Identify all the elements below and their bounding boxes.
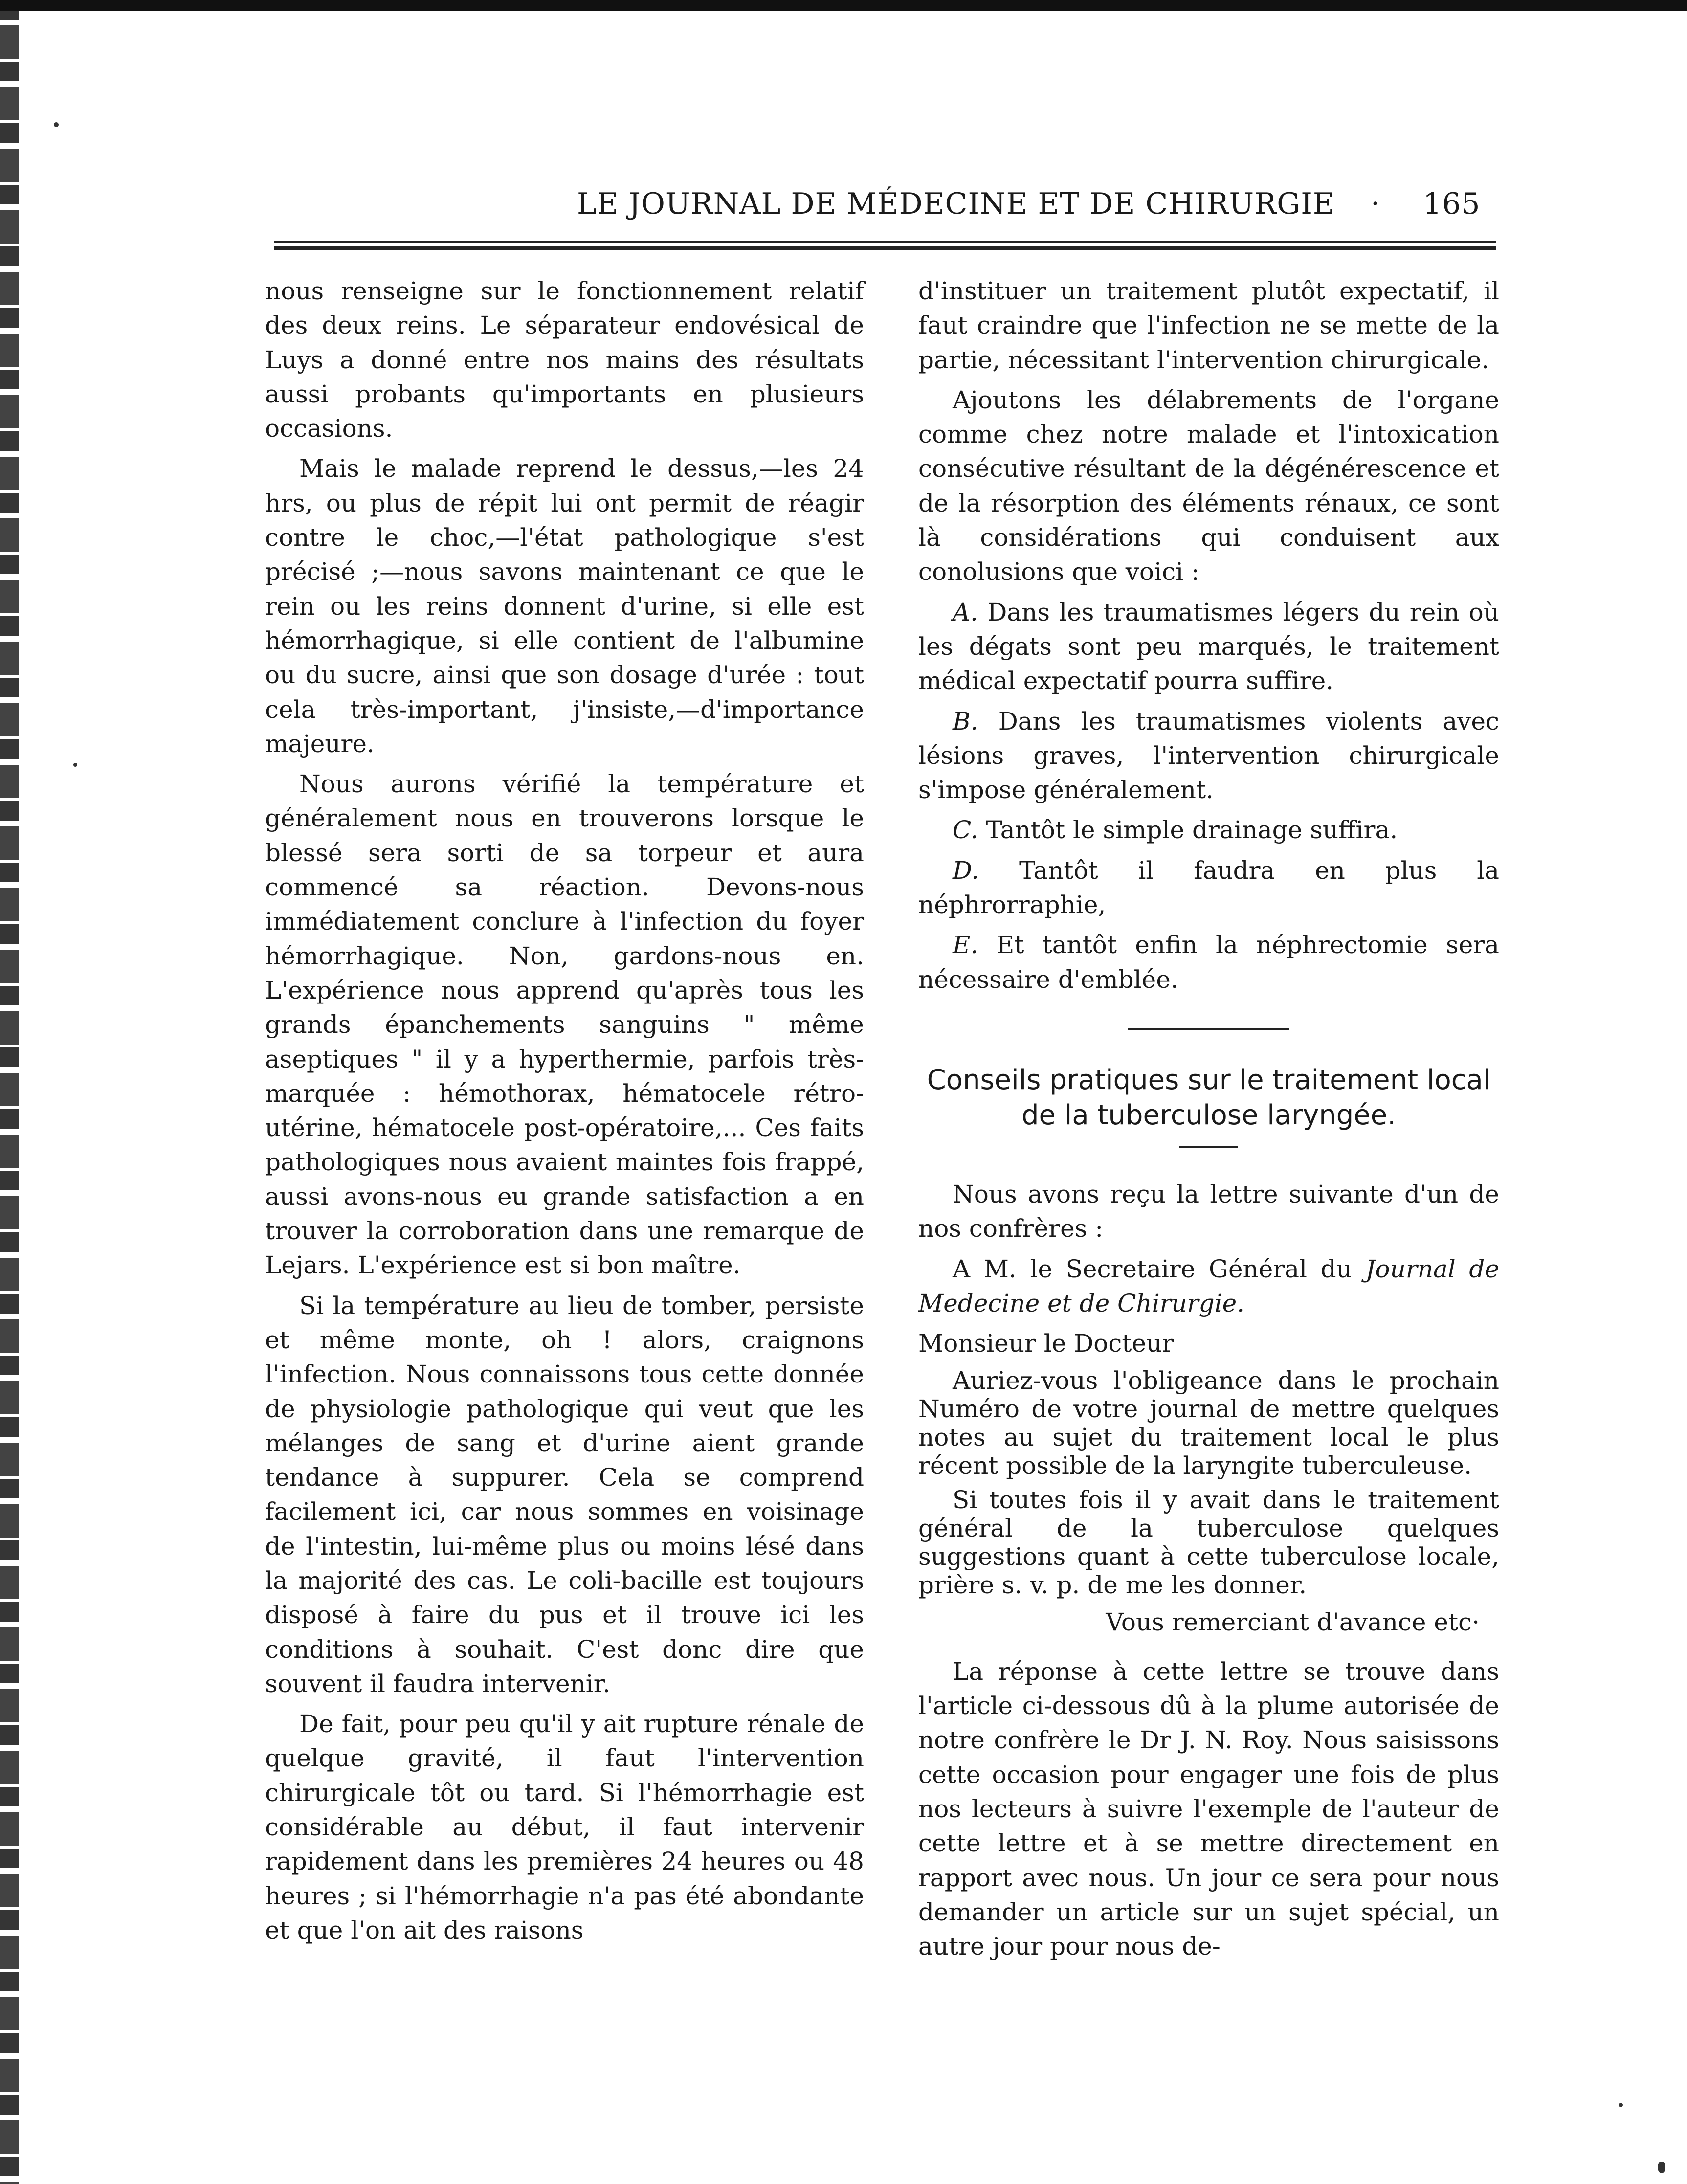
scan-speck — [1619, 2103, 1623, 2107]
item-text: Dans les traumatismes légers du rein où les dégats sont peu marqués, le traitement médical expectatif pourra suffire. — [918, 598, 1499, 695]
journal-title: LE JOURNAL DE MÉDECINE ET DE CHIRURGIE — [577, 187, 1335, 221]
right-column — [918, 274, 1499, 1963]
paragraph: La réponse à cette lettre se trouve dans l'article ci-dessous dû à la plume autorisée de notre confrère le Dr J. N. Roy. Nous saisissons cette occasion pour engager une fois de plus nos lecteurs à suivre l'exemple de l'auteur de cette lettre et à se mettre directement en rapport avec nous. Un jour ce sera pour nous demander un article sur un sujet spécial, un autre jour pour nous de- — [918, 1657, 1499, 1961]
conclusion-item-a — [918, 595, 1499, 698]
header-rule-thick — [274, 246, 1496, 250]
letter-signoff: Vous remerciant d'avance etc· — [1106, 1608, 1480, 1637]
heading-dash — [1179, 1146, 1238, 1148]
paragraph: Nous avons reçu la lettre suivante d'un de nos confrères : — [918, 1180, 1499, 1243]
article-heading — [918, 1063, 1499, 1133]
page-number: 165 — [1423, 187, 1481, 221]
item-text: Tantôt le simple drainage suffira. — [986, 816, 1398, 845]
paragraph: Si la température au lieu de tomber, persiste et même monte, oh ! alors, craignons l'infection. Nous connaissons tous cette donnée de physiologie pathologique qui veut que les mélanges de sang et d'urine aient grande tendance à suppurer. Cela se comprend facilement ici, car nous sommes en voisinage de l'intestin, lui-même plus ou moins lésé dans la majorité des cas. Le coli-bacille est toujours disposé à faire du pus et il trouve ici les conditions à souhait. C'est donc dire que souvent il faudra intervenir. — [265, 1291, 864, 1698]
address-prefix: A M. le Secretaire Général du — [953, 1254, 1352, 1283]
paragraph: nous renseigne sur le fonctionnement relatif des deux reins. Le séparateur endovésical de Luys a donné entre nos mains des résultats aussi probants qu'importants en plusieurs occasions. — [265, 277, 864, 443]
conclusion-item-c — [918, 813, 1499, 847]
letter-paragraph: Auriez-vous l'obligeance dans le prochain Numéro de votre journal de mettre quelques notes au sujet du traitement local le plus récent possible de la laryngite tuberculeuse. — [918, 1366, 1499, 1480]
salutation: Monsieur le Docteur — [918, 1329, 1174, 1358]
section-divider — [1128, 1028, 1289, 1030]
item-letter: B. — [953, 707, 978, 735]
heading-line: Conseils pratiques sur le traitement local — [927, 1064, 1491, 1096]
item-letter: C. — [953, 816, 978, 845]
paragraph: Nous aurons vérifié la température et généralement nous en trouverons lorsque le blessé sera sorti de sa torpeur et aura commencé sa réaction. Devons-nous immédiatement conclure à l'infection du foyer hémorrhagique. Non, gardons-nous en. L'expérience nous apprend qu'après tous les grands épanchements sanguins " même aseptiques " il y a hyperthermie, parfois très-marquée : hémothorax, hématocele rétro-utérine, hématocele post-opératoire,... Ces faits pathologiques nous avaient maintes fois frappé, aussi avons-nous eu grande satisfaction a en trouver la corroboration dans une remarque de Lejars. L'expérience est si bon maître. — [265, 770, 864, 1280]
letter-address — [918, 1252, 1499, 1321]
conclusion-item-b — [918, 704, 1499, 807]
paragraph: Ajoutons les délabrements de l'organe comme chez notre malade et l'intoxication consécutive résultant de la dégénérescence et de la résorption des éléments rénaux, ce sont là considérations qui conduisent aux conolusions que voici : — [918, 385, 1499, 586]
scan-speck — [1658, 2162, 1665, 2173]
heading-line: de la tuberculose laryngée. — [1021, 1099, 1397, 1131]
item-text: Dans les traumatismes violents avec lésions graves, l'intervention chirurgicale s'impose généralement. — [918, 707, 1499, 804]
paragraph: De fait, pour peu qu'il y ait rupture rénale de quelque gravité, il faut l'intervention chirurgicale tôt ou tard. Si l'hémorrhagie est considérable au début, il faut intervenir rapidement dans les premières 24 heures ou 48 heures ; si l'hémorrhagie n'a pas été abondante et que l'on ait des raisons — [265, 1710, 864, 1944]
scan-speck — [54, 122, 59, 127]
header-rule-thin — [274, 241, 1496, 243]
item-text: Tantôt il faudra en plus la néphrorraphie, — [918, 856, 1499, 919]
conclusion-item-e — [918, 928, 1499, 997]
conclusion-item-d — [918, 853, 1499, 922]
left-column — [265, 274, 864, 1947]
journal-name: Journal de Medecine et de Chirurgie. — [918, 1254, 1499, 1317]
paragraph: d'instituer un traitement plutôt expectatif, il faut craindre que l'infection ne se mette de la partie, nécessitant l'intervention chirurgicale. — [918, 277, 1499, 374]
header-dot: · — [1371, 187, 1381, 221]
item-text: Et tantôt enfin la néphrectomie sera nécessaire d'emblée. — [918, 931, 1499, 994]
item-letter: A. — [953, 598, 978, 626]
running-header — [274, 187, 1496, 226]
scan-left-edge — [0, 0, 19, 2184]
scan-top-border — [0, 0, 1687, 11]
item-letter: E. — [953, 931, 978, 959]
letter-paragraph: Si toutes fois il y avait dans le traitement général de la tuberculose quelques suggestions quant à cette tuberculose locale, prière s. v. p. de me les donner. — [918, 1486, 1499, 1600]
item-letter: D. — [953, 856, 979, 885]
scan-speck — [73, 763, 77, 767]
paragraph: Mais le malade reprend le dessus,—les 24 hrs, ou plus de répit lui ont permit de réagir contre le choc,—l'état pathologique s'est précisé ;—nous savons maintenant ce que le rein ou les reins donnent d'urine, si elle est hémorrhagique, si elle contient de l'albumine ou du sucre, ainsi que son dosage d'urée : tout cela très-important, j'insiste,—d'importance majeure. — [265, 454, 864, 758]
